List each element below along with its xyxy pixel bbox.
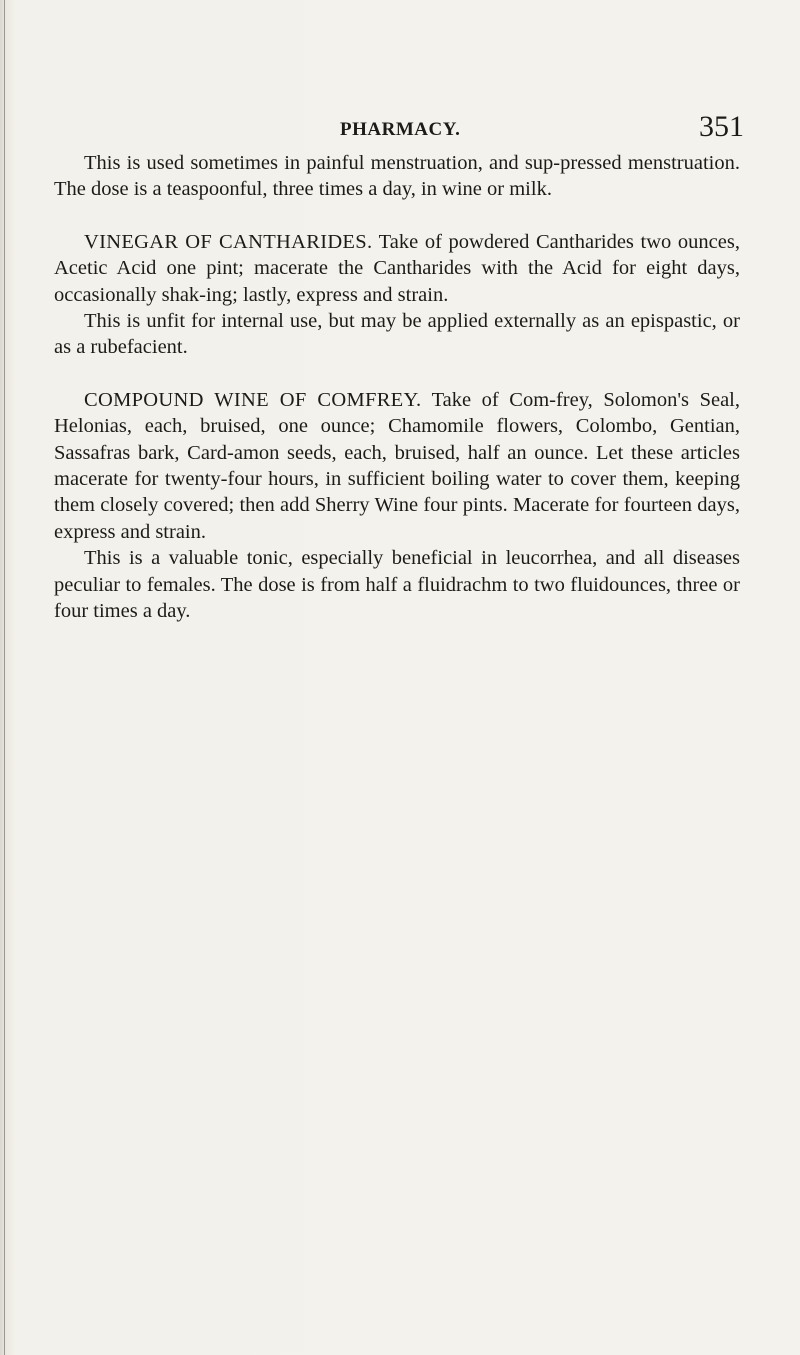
entry-heading: COMPOUND WINE OF COMFREY.: [84, 388, 422, 411]
paragraph-gap: [54, 203, 740, 229]
vinegar-of-cantharides-note: This is unfit for internal use, but may be applied externally as an epispastic, or as a rubefacient.: [54, 310, 740, 359]
entry-body: Take of powdered Cantharides two ounces, Acetic Acid one pint; macerate the Cantharides with the Acid for eight days, occasionally shak-ing; lastly, express and strain.: [54, 230, 740, 306]
entry-heading: VINEGAR OF CANTHARIDES.: [84, 230, 373, 253]
entry-body: Take of Com-frey, Solomon's Seal, Helonias, each, bruised, one ounce; Chamomile flowers, Colombo, Gentian, Sassafras bark, Card-amon seeds, each, bruised, half an ounce. Let these articles macerate for twenty-four hours, in sufficient boiling water to cover them, keeping them closely covered; then add Sherry Wine four pints. Macerate for fourteen days, express and strain.: [54, 388, 740, 543]
intro-paragraph: This is used sometimes in painful menstruation, and sup-pressed menstruation. The dose is a teaspoonful, three times a day, in wine or milk.: [54, 152, 740, 201]
paragraph-gap: [54, 361, 740, 387]
page-number: 351: [699, 110, 744, 143]
running-head: PHARMACY.: [340, 119, 461, 140]
page-edge-line: [4, 0, 5, 1355]
compound-wine-of-comfrey-entry: [54, 387, 740, 545]
compound-wine-of-comfrey-note: This is a valuable tonic, especially beneficial in leucorrhea, and all diseases peculiar to females. The dose is from half a fluidrachm to two fluidounces, three or four times a day.: [54, 547, 740, 623]
page-body: [54, 150, 740, 625]
vinegar-of-cantharides-entry: [54, 229, 740, 308]
